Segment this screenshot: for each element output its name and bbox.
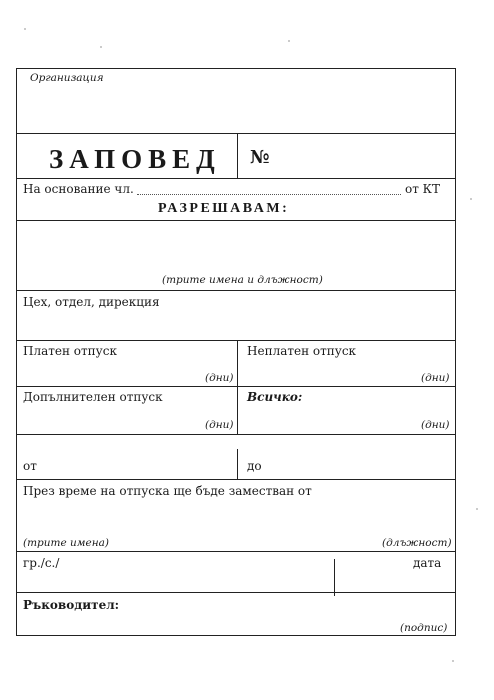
total-days-hint: (дни) [421,419,450,431]
manager-label: Ръководител: [23,598,120,612]
substitute-field[interactable] [17,501,455,537]
scan-speck [100,46,102,48]
divider [17,133,455,134]
names-position-hint: (трите имена и длъжност) [162,274,323,286]
scan-speck [24,28,26,30]
scan-speck [288,40,290,42]
number-label: № [250,147,270,168]
substitute-label: През време на отпуска ще бъде заместван от [23,484,312,498]
divider [237,449,238,479]
scan-speck [476,508,478,510]
date-label: дата [413,556,442,570]
leave-order-form [16,68,456,636]
additional-leave-label: Допълнителен отпуск [23,390,163,404]
authorize-heading: РАЗРЕШАВАМ: [158,201,290,216]
three-names-hint: (трите имена) [23,537,109,549]
position-hint: (длъжност) [382,537,452,549]
divider [237,133,238,178]
scan-speck [452,660,454,662]
paid-leave-label: Платен отпуск [23,344,117,358]
divider [17,178,455,179]
divider [17,340,455,341]
city-label: гр./с./ [23,556,60,570]
organization-label: Организация [30,72,104,84]
divider [17,434,455,435]
to-label: до [247,459,262,473]
department-label: Цех, отдел, дирекция [23,295,160,309]
divider [17,551,455,552]
paid-days-hint: (дни) [205,372,234,384]
divider [17,479,455,480]
total-label: Всичко: [247,390,303,404]
from-label: от [23,459,37,473]
form-title: ЗАПОВЕД [49,144,221,174]
basis-suffix: от КТ [405,182,440,196]
basis-label: На основание чл. [23,182,134,196]
article-field[interactable] [137,194,401,195]
divider [334,559,335,596]
unpaid-leave-label: Неплатен отпуск [247,344,357,358]
divider [237,340,238,434]
signature-hint: (подпис) [400,622,448,634]
signature-field[interactable] [137,593,455,623]
unpaid-days-hint: (дни) [421,372,450,384]
divider [17,386,455,387]
scan-speck [470,198,472,200]
additional-days-hint: (дни) [205,419,234,431]
department-field[interactable] [17,291,455,339]
